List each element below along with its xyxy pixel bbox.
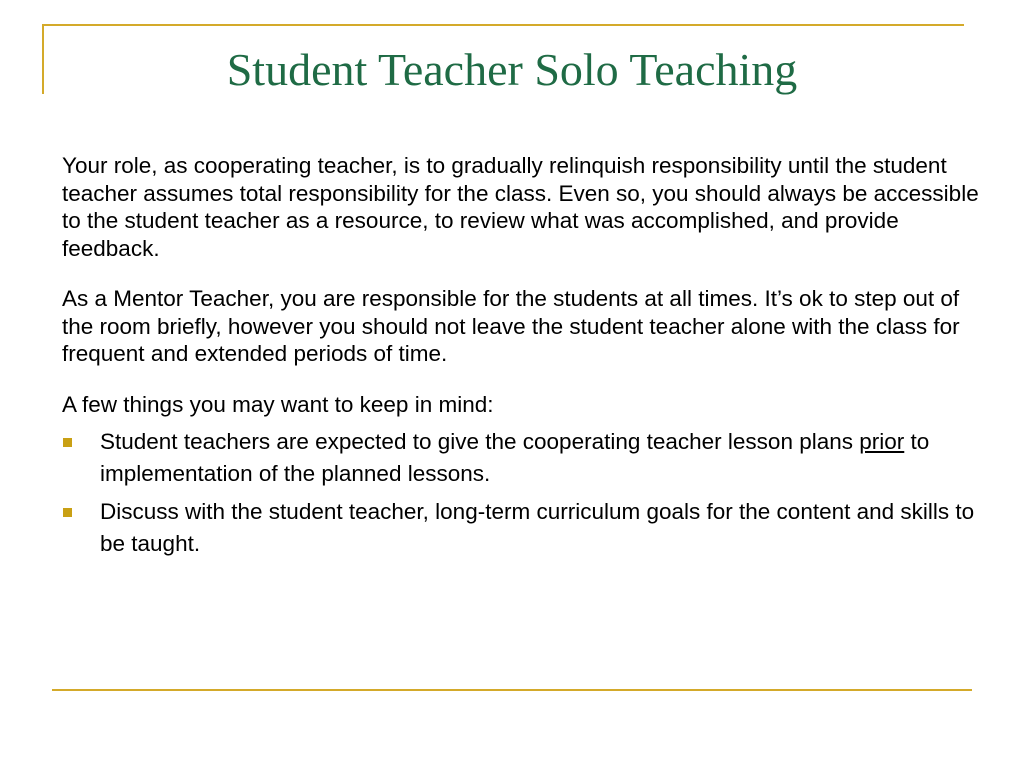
slide-body [62, 152, 982, 566]
bullet-list [62, 426, 982, 560]
bottom-divider-line [52, 689, 972, 691]
underlined-word-prior: prior [859, 429, 905, 454]
bullet-text: Discuss with the student teacher, long-term curriculum goals for the content and skills to be taught. [100, 499, 975, 556]
square-bullet-icon [63, 438, 72, 447]
bullet-text-after: to implementation of the planned lessons. [100, 429, 930, 486]
bullet-item-lesson-plans [62, 426, 982, 490]
slide-title: Student Teacher Solo Teaching [226, 44, 798, 95]
square-bullet-icon [63, 508, 72, 517]
top-divider-line [42, 24, 964, 26]
bullet-item-curriculum-goals [62, 496, 982, 560]
bullet-text-before: Student teachers are expected to give the cooperating teacher lesson plans [100, 429, 860, 454]
paragraph-mentor-responsibility: As a Mentor Teacher, you are responsible for the students at all times. It’s ok to step out of the room briefly, however you should not leave the student teacher alone with the class for frequent and extended periods of time. [62, 286, 960, 366]
list-intro: A few things you may want to keep in mind: [62, 391, 494, 417]
paragraph-cooperating-role: Your role, as cooperating teacher, is to gradually relinquish responsibility until the student teacher assumes total responsibility for the class. Even so, you should always be accessible to the student teacher as a resource, to review what was accomplished, and provide feedback. [62, 153, 979, 261]
